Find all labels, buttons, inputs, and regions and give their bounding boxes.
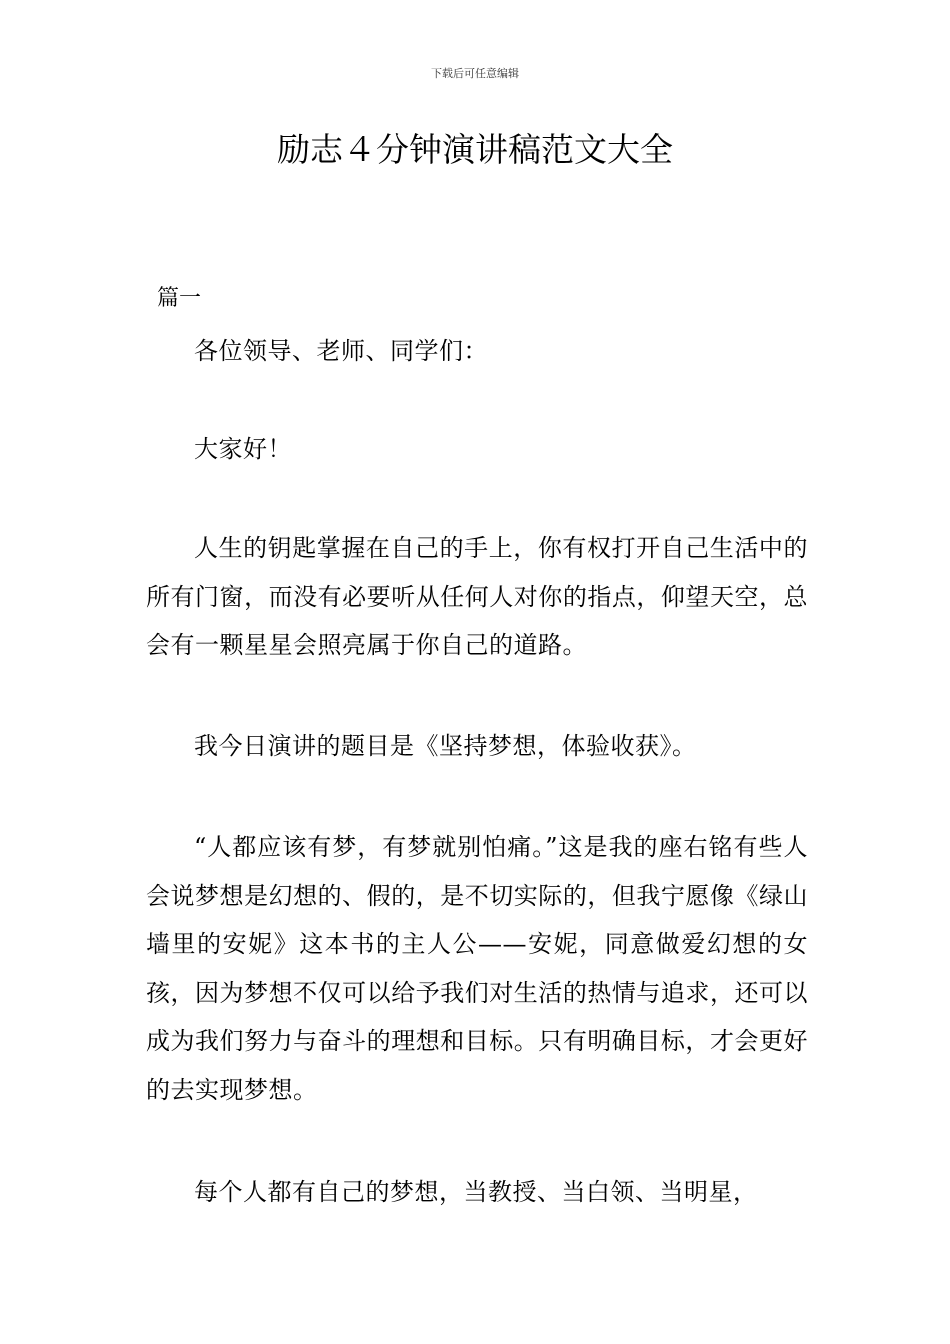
- paragraph-greeting: 各位领导、老师、同学们：: [194, 337, 488, 365]
- paragraph-motto: “人都应该有梦，有梦就别怕痛。”这是我的座右铭有些人会说梦想是幻想的、假的，是不切实际的，但我宁愿像《绿山墙里的安妮》这本书的主人公——安妮，同意做爱幻想的女孩，因为梦想不仅可以给予我们对生活的热情与追求，还可以成为我们努力与奋斗的理想和目标。只有明确目标，才会更好的去实现梦想。: [146, 833, 808, 1104]
- paragraph-hello: 大家好！: [194, 435, 292, 463]
- paragraph-dreams: 每个人都有自己的梦想，当教授、当白领、当明星，: [194, 1178, 758, 1206]
- document-title: 励志４分钟演讲稿范文大全: [277, 130, 673, 169]
- paragraph-life-key: 人生的钥匙掌握在自己的手上，你有权打开自己生活中的所有门窗，而没有必要听从任何人对你的指点，仰望天空，总会有一颗星星会照亮属于你自己的道路。: [146, 534, 808, 659]
- section-label: 篇一: [157, 286, 202, 311]
- paragraph-topic: 我今日演讲的题目是《坚持梦想，体验收获》。: [194, 732, 697, 760]
- header-note: 下载后可任意编辑: [431, 67, 519, 80]
